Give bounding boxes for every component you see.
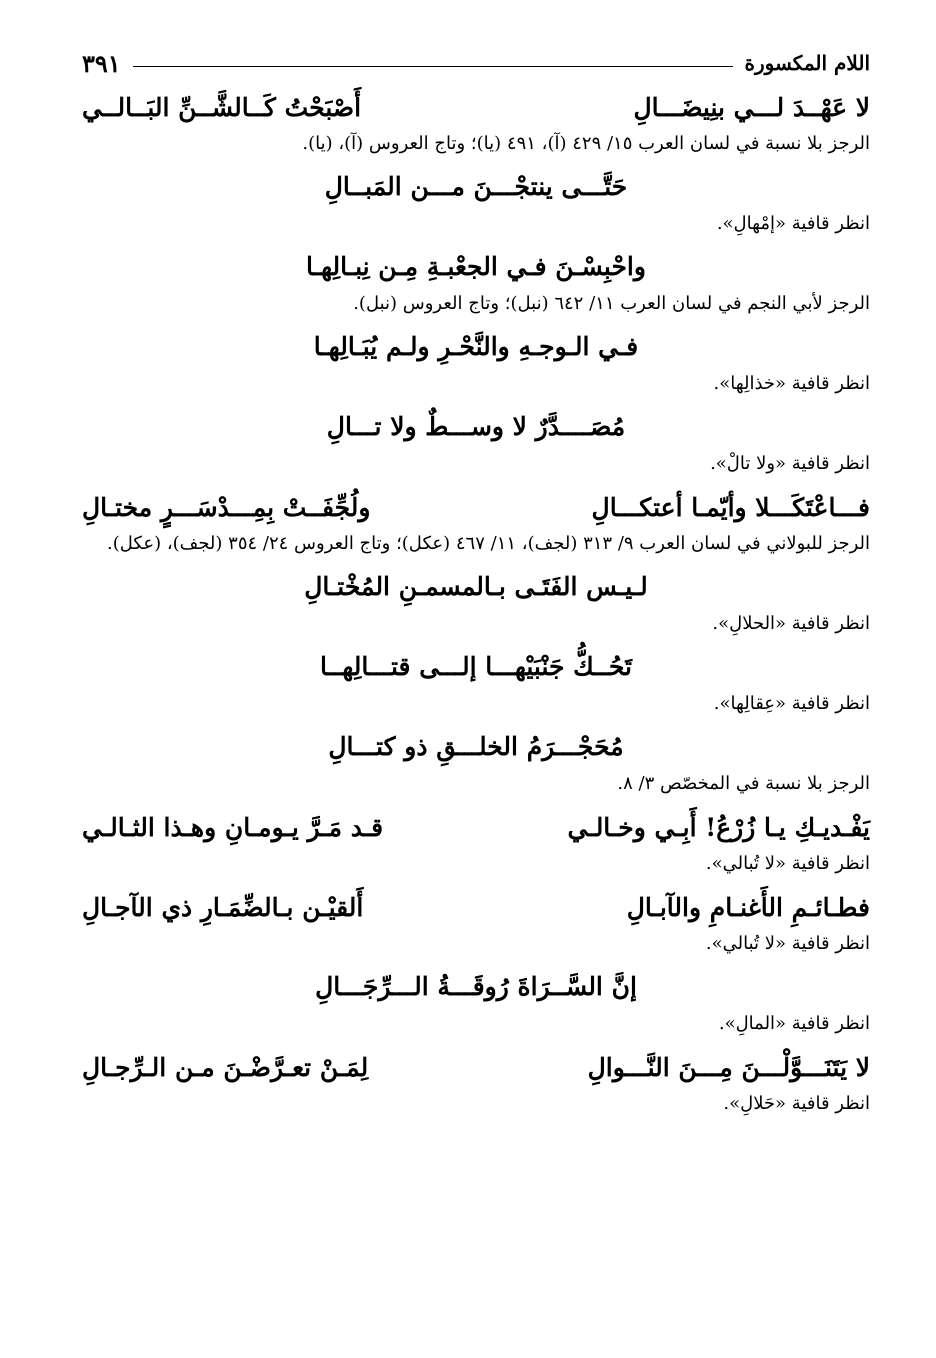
header-rule <box>133 66 733 67</box>
verse-line <box>82 486 870 528</box>
verse-line <box>82 886 870 928</box>
cross-reference-note: انظر قافية «لا تُبالي». <box>705 853 870 874</box>
verse-line: مُحَجْـــرَمُ الخلـــقِ ذو كتـــالِ <box>328 732 624 761</box>
verse-line: فـي الـوجـهِ والنَّحْـرِ ولـم يُبَـالِهـا <box>313 332 639 361</box>
cross-reference-note: انظر قافية «الحلالِ». <box>712 613 870 634</box>
verse-hemistich-left: قـد مَـرَّ يـومـانِ وهـذا الثـالـي <box>82 812 384 842</box>
verse-hemistich-left: لِمَـنْ تعـرَّضْـنَ مـن الـرِّجـالِ <box>82 1052 369 1082</box>
source-note: الرجز بلا نسبة في لسان العرب ١٥/ ٤٢٩ (آ)، ٤٩١ (يا)؛ وتاج العروس (آ)، (يا). <box>302 133 870 154</box>
source-note: الرجز للبولاني في لسان العرب ٩/ ٣١٣ (لجف)، ١١/ ٤٦٧ (عكل)؛ وتاج العروس ٢٤/ ٣٥٤ (لجف)، (عكل). <box>107 533 870 554</box>
verse-line <box>82 86 870 128</box>
book-page <box>82 40 870 1330</box>
verse-hemistich-right: لا يَتَنَـــوَّلْـــنَ مِـــنَ النَّـــوالِ <box>587 1052 870 1082</box>
source-note: الرجز لأبي النجم في لسان العرب ١١/ ٦٤٢ (نبل)؛ وتاج العروس (نبل). <box>353 293 870 314</box>
cross-reference-note: انظر قافية «عِقالِها». <box>713 693 870 714</box>
chapter-title: اللام المكسورة <box>744 51 870 75</box>
page-number: ٣٩١ <box>82 48 121 78</box>
verse-hemistich-left: أَلقيْـن بـالضِّمَـارِ ذي الآجـالِ <box>82 892 364 922</box>
verse-hemistich-left: ولُجِّفَــتْ بِمِـــدْسَـــرٍ مختـالِ <box>82 492 371 522</box>
verse-line: لـيـس الفَتَـى بـالمسمـنِ المُخْتـالِ <box>304 572 648 601</box>
cross-reference-note: انظر قافية «لا تُبالي». <box>705 933 870 954</box>
verse-hemistich-right: لا عَهْــدَ لـــي بنِيضَـــالِ <box>633 92 870 122</box>
cross-reference-note: انظر قافية «ولا تالْ». <box>710 453 870 474</box>
cross-reference-note: انظر قافية «المالِ». <box>718 1013 870 1034</box>
verse-line: تَحُــكُّ جَنْبَيْهـــا إلـــى قتـــالِهــا <box>320 652 632 681</box>
cross-reference-note: انظر قافية «إمْهالِ». <box>716 213 870 234</box>
verse-line <box>82 806 870 848</box>
verse-hemistich-right: يَفْـديـكِ يـا زُرْعُ! أَبِـي وخـالـي <box>567 812 870 842</box>
verse-line: واحْبِسْـنَ فـي الجعْبـةِ مِـن نِبـالِهـا <box>306 252 646 281</box>
verse-hemistich-right: فطـائـمِ الأَغنـامِ والآبـالِ <box>626 892 870 922</box>
cross-reference-note: انظر قافية «حَلالِ». <box>723 1093 870 1114</box>
verse-line: إنَّ السَّــرَاةَ رُوقَـــةُ الـــرِّجَـــالِ <box>315 972 637 1001</box>
cross-reference-note: انظر قافية «خذالِها». <box>713 373 870 394</box>
verse-line: حَتَّـــى ينتجْـــنَ مـــن المَبــالِ <box>324 172 628 201</box>
source-note: الرجز بلا نسبة في المخصّص ٣/ ٨. <box>617 773 870 794</box>
verse-line: مُصَــــدَّرٌ لا وســـطٌ ولا تـــالِ <box>326 412 626 441</box>
verse-hemistich-right: فـــاعْتَكَـــلا وأيّمـا أعتكـــالِ <box>591 492 870 522</box>
page-header <box>82 40 870 86</box>
verse-line <box>82 1046 870 1088</box>
verse-hemistich-left: أَصْبَحْتُ كَــالشَّــنِّ البَــالــي <box>82 92 362 122</box>
